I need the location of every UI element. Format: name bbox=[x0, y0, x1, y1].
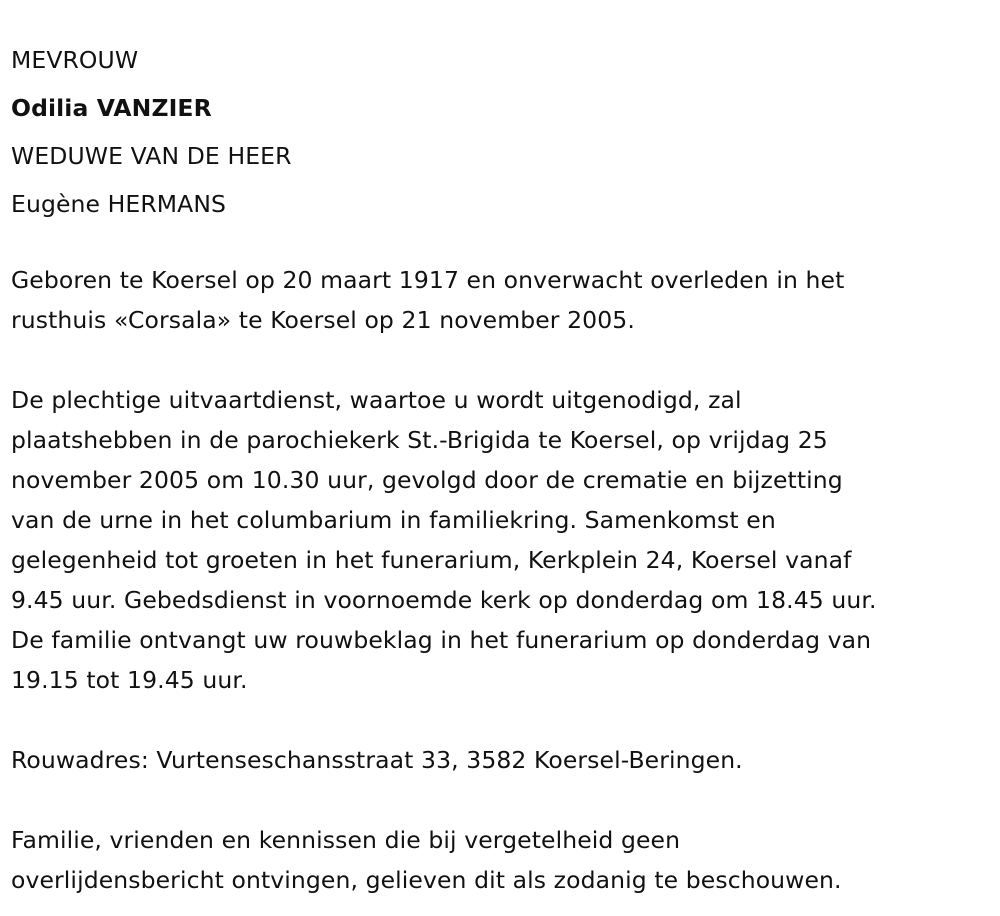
notice-paragraph: Familie, vrienden en kennissen die bij vergetelheid geen overlijdensbericht ontvingen, gelieven dit als zodanig te beschouwen. bbox=[11, 826, 842, 894]
widow-of-line: WEDUWE VAN DE HEER bbox=[11, 142, 292, 170]
spacer bbox=[11, 780, 996, 820]
spacer bbox=[11, 340, 996, 380]
obituary-document bbox=[11, 36, 996, 900]
funeral-paragraph: De plechtige uitvaartdienst, waartoe u wordt uitgenodigd, zal plaatshebben in de parochiekerk St.-Brigida te Koersel, op vrijdag 25 november 2005 om 10.30 uur, gevolgd door de crematie en bijzetting van de urne in het columbarium in familiekring. Samenkomst en gelegenheid tot groeten in het funerarium, Kerkplein 24, Koersel vanaf 9.45 uur. Gebedsdienst in voornoemde kerk op donderdag om 18.45 uur. De familie ontvangt uw rouwbeklag in het funerarium op donderdag van 19.15 tot 19.45 uur. bbox=[11, 386, 877, 694]
spouse-name: Eugène HERMANS bbox=[11, 190, 227, 218]
spacer bbox=[11, 228, 996, 260]
spacer bbox=[11, 700, 996, 740]
address-paragraph: Rouwadres: Vurtenseschansstraat 33, 3582 Koersel-Beringen. bbox=[11, 746, 743, 774]
deceased-name: Odilia VANZIER bbox=[11, 94, 212, 122]
birth-death-paragraph: Geboren te Koersel op 20 maart 1917 en onverwacht overleden in het rusthuis «Corsala» te Koersel op 21 november 2005. bbox=[11, 266, 845, 334]
salutation: MEVROUW bbox=[11, 46, 139, 74]
